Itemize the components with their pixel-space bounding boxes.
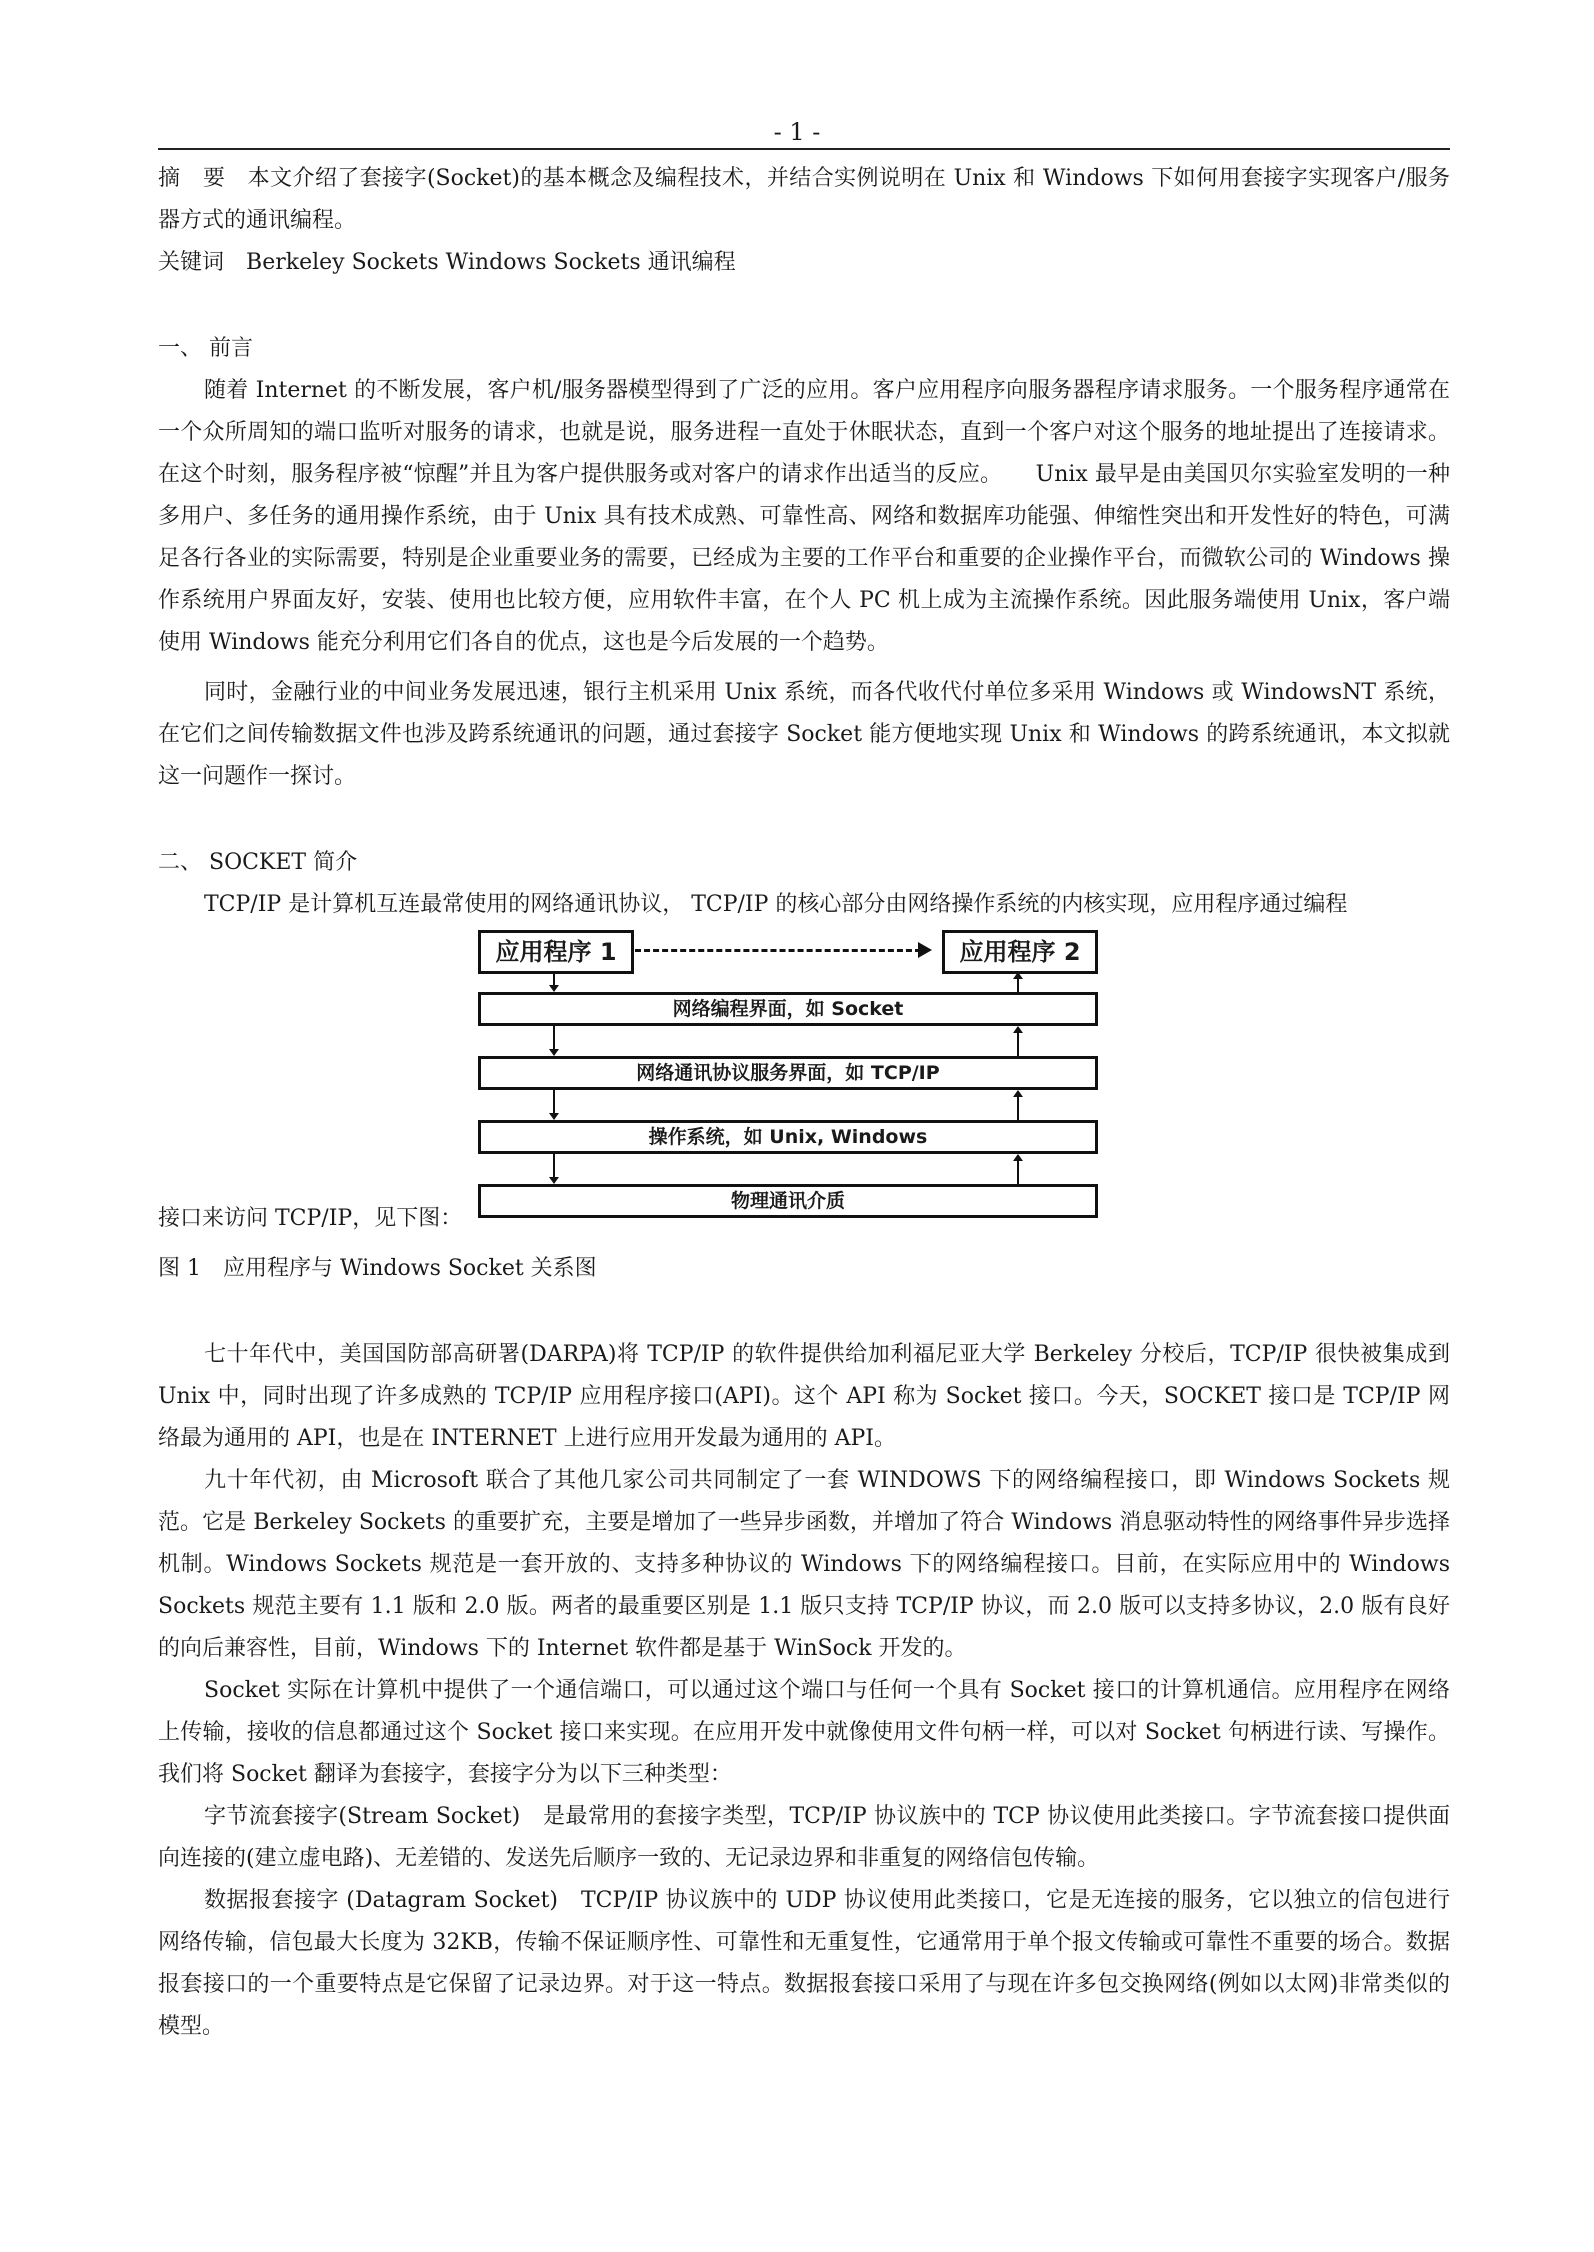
- keywords-label: 关键词: [158, 250, 225, 275]
- section2-paragraph: 字节流套接字(Stream Socket) 是最常用的套接字类型，TCP/IP 协议族中的 TCP 协议使用此类接口。字节流套接口提供面向连接的(建立虚电路)、无差错的、发送先后顺序一致的、无记录边界和非重复的网络信包传输。: [158, 1804, 1450, 1871]
- up-arrow-line: [1017, 1096, 1019, 1120]
- abstract-label: 摘 要: [158, 166, 226, 191]
- layer-socket: 网络编程界面，如 Socket: [478, 992, 1098, 1026]
- down-arrow-icon: [549, 1049, 559, 1056]
- down-arrow-line: [553, 1090, 555, 1114]
- section2-title: 二、 SOCKET 简介: [158, 850, 358, 875]
- up-arrow-line: [1017, 1160, 1019, 1184]
- keywords: [158, 242, 1450, 284]
- abstract-text: 本文介绍了套接字(Socket)的基本概念及编程技术，并结合实例说明在 Unix 和 Windows 下如何用套接字实现客户/服务器方式的通讯编程。: [158, 166, 1450, 233]
- socket-layer-diagram: [478, 930, 1098, 1236]
- page-number: - 1 -: [773, 118, 821, 146]
- section1-title: 一、 前言: [158, 336, 253, 361]
- down-arrow-line: [553, 972, 555, 986]
- layer-tcpip: 网络通讯协议服务界面，如 TCP/IP: [478, 1056, 1098, 1090]
- arrow-right-icon: [918, 942, 932, 958]
- section2-paragraph: Socket 实际在计算机中提供了一个通信端口，可以通过这个端口与任何一个具有 Socket 接口的计算机通信。应用程序在网络上传输，接收的信息都通过这个 Socket 接口来实现。在应用开发中就像使用文件句柄一样，可以对 Socket 句柄进行读、写操作。我们将 Socket 翻译为套接字，套接字分为以下三种类型：: [158, 1678, 1450, 1787]
- down-arrow-icon: [549, 1177, 559, 1184]
- section2-paragraph: 数据报套接字 (Datagram Socket) TCP/IP 协议族中的 UDP 协议使用此类接口，它是无连接的服务，它以独立的信包进行网络传输，信包最大长度为 32KB，传输不保证顺序性、可靠性和无重复性，它通常用于单个报文传输或可靠性不重要的场合。数据报套接口的一个重要特点是它保留了记录边界。对于这一特点。数据报套接口采用了与现在许多包交换网络(例如以太网)非常类似的模型。: [158, 1888, 1450, 2039]
- down-arrow-icon: [549, 1113, 559, 1120]
- down-arrow-line: [553, 1154, 555, 1178]
- app1-box: 应用程序 1: [478, 930, 634, 974]
- abstract: [158, 158, 1450, 242]
- dashed-connector: [635, 949, 921, 952]
- layer-physical: 物理通讯介质: [478, 1184, 1098, 1218]
- section2-intro: TCP/IP 是计算机互连最常使用的网络通讯协议， TCP/IP 的核心部分由网络操作系统的内核实现，应用程序通过编程: [204, 892, 1348, 917]
- section1-paragraph: 随着 Internet 的不断发展，客户机/服务器模型得到了广泛的应用。客户应用程序向服务器程序请求服务。一个服务程序通常在一个众所周知的端口监听对服务的请求，也就是说，服务进程一直处于休眠状态，直到一个客户对这个服务的地址提出了连接请求。在这个时刻，服务程序被“惊醒”并且为客户提供服务或对客户的请求作出适当的反应。 Unix 最早是由美国贝尔实验室发明的一种多用户、多任务的通用操作系统，由于 Unix 具有技术成熟、可靠性高、网络和数据库功能强、伸缩性突出和开发性好的特色，可满足各行各业的实际需要，特别是企业重要业务的需要，已经成为主要的工作平台和重要的企业操作平台，而微软公司的 Windows 操作系统用户界面友好，安装、使用也比较方便，应用软件丰富，在个人 PC 机上成为主流操作系统。因此服务端使用 Unix，客户端使用 Windows 能充分利用它们各自的优点，这也是今后发展的一个趋势。: [158, 378, 1450, 655]
- section2-intro-tail: 接口来访问 TCP/IP，见下图：: [158, 1206, 463, 1231]
- down-arrow-icon: [549, 985, 559, 992]
- header-rule: [158, 148, 1450, 150]
- section2-paragraph: 九十年代初，由 Microsoft 联合了其他几家公司共同制定了一套 WINDOWS 下的网络编程接口，即 Windows Sockets 规范。它是 Berkeley Sockets 的重要扩充，主要是增加了一些异步函数，并增加了符合 Windows 消息驱动特性的网络事件异步选择机制。Windows Sockets 规范是一套开放的、支持多种协议的 Windows 下的网络编程接口。目前，在实际应用中的 Windows Sockets 规范主要有 1.1 版和 2.0 版。两者的最重要区别是 1.1 版只支持 TCP/IP 协议，而 2.0 版可以支持多协议，2.0 版有良好的向后兼容性，目前，Windows 下的 Internet 软件都是基于 WinSock 开发的。: [158, 1468, 1450, 1661]
- layer-os: 操作系统，如 Unix, Windows: [478, 1120, 1098, 1154]
- section1-paragraph: 同时，金融行业的中间业务发展迅速，银行主机采用 Unix 系统，而各代收代付单位多采用 Windows 或 WindowsNT 系统，在它们之间传输数据文件也涉及跨系统通讯的问题，通过套接字 Socket 能方便地实现 Unix 和 Windows 的跨系统通讯，本文拟就这一问题作一探讨。: [158, 680, 1450, 789]
- down-arrow-line: [553, 1026, 555, 1050]
- section2-paragraph: 七十年代中，美国国防部高研署(DARPA)将 TCP/IP 的软件提供给加利福尼亚大学 Berkeley 分校后，TCP/IP 很快被集成到 Unix 中，同时出现了许多成熟的 TCP/IP 应用程序接口(API)。这个 API 称为 Socket 接口。今天，SOCKET 接口是 TCP/IP 网络最为通用的 API，也是在 INTERNET 上进行应用开发最为通用的 API。: [158, 1342, 1450, 1451]
- keywords-text: Berkeley Sockets Windows Sockets 通讯编程: [246, 250, 736, 275]
- app2-box: 应用程序 2: [942, 930, 1098, 974]
- up-arrow-line: [1017, 1032, 1019, 1056]
- figure-caption: 图 1 应用程序与 Windows Socket 关系图: [158, 1256, 597, 1281]
- document-body: [158, 158, 1450, 2048]
- up-arrow-line: [1017, 978, 1019, 992]
- figure-block: [158, 926, 1450, 1248]
